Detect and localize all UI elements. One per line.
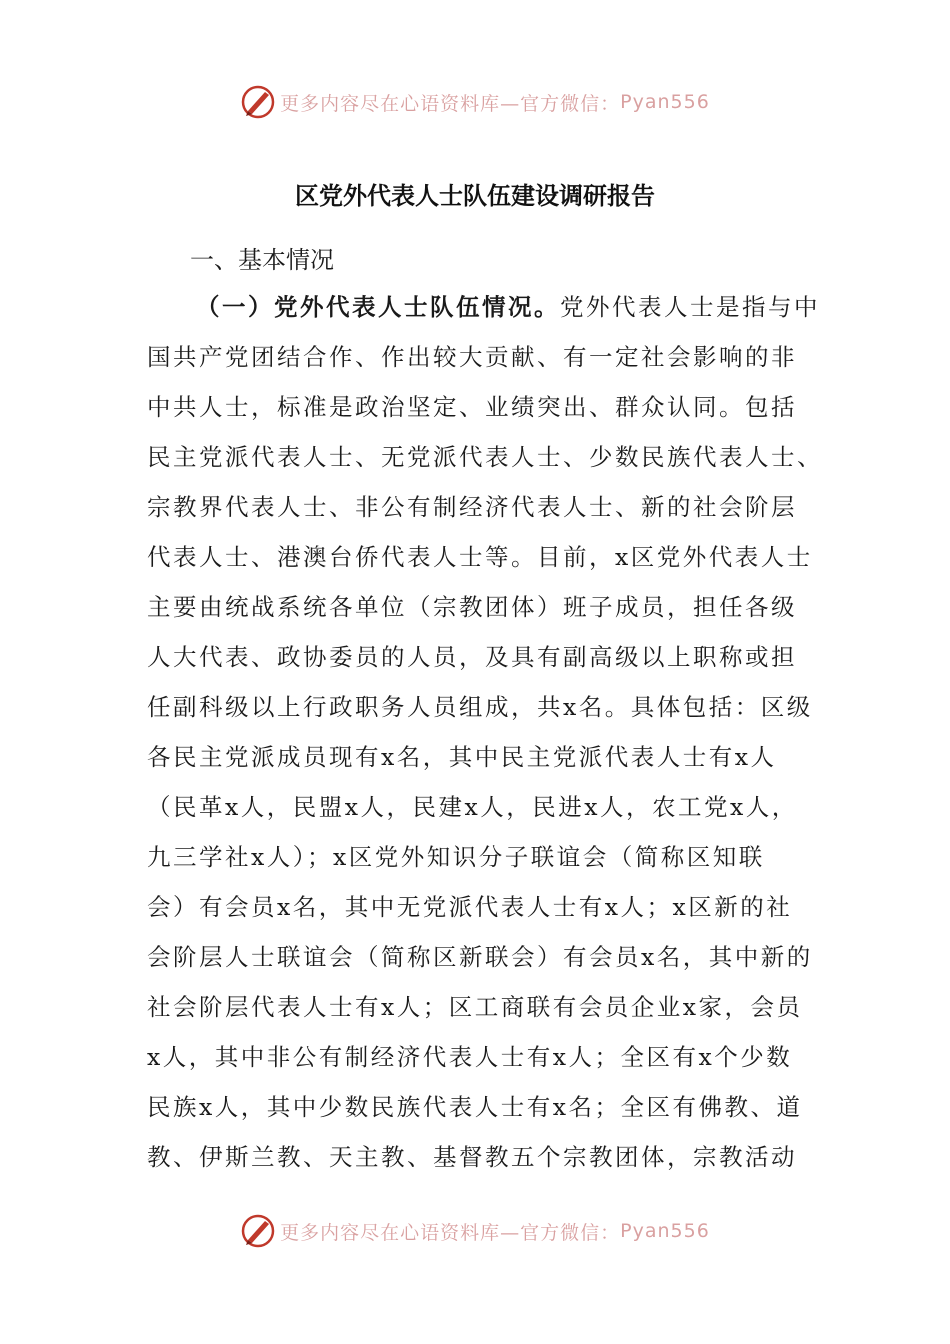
banner-wechat-id: Pyan556 bbox=[620, 91, 710, 113]
section-heading: 一、基本情况 bbox=[190, 246, 334, 274]
paragraph-line: 中共人士，标准是政治坚定、业绩突出、群众认同。包括 bbox=[147, 393, 797, 421]
paragraph-line: 会阶层人士联谊会（简称区新联会）有会员x名，其中新的 bbox=[147, 943, 813, 971]
paragraph-line: 民主党派代表人士、无党派代表人士、少数民族代表人士、 bbox=[147, 443, 823, 471]
paragraph-lead: （一）党外代表人士队伍情况。 bbox=[196, 293, 560, 321]
paragraph-line: 教、伊斯兰教、天主教、基督教五个宗教团体，宗教活动 bbox=[147, 1143, 797, 1171]
header-watermark-banner bbox=[0, 82, 950, 122]
paragraph-line: 国共产党团结合作、作出较大贡献、有一定社会影响的非 bbox=[147, 343, 797, 371]
paragraph-line: 代表人士、港澳台侨代表人士等。目前，x区党外代表人士 bbox=[147, 543, 813, 571]
banner-wechat-id: Pyan556 bbox=[620, 1220, 710, 1242]
paragraph-line: 民族x人，其中少数民族代表人士有x名；全区有佛教、道 bbox=[147, 1093, 803, 1121]
paragraph-line: 主要由统战系统各单位（宗教团体）班子成员，担任各级 bbox=[147, 593, 797, 621]
paragraph-line: 宗教界代表人士、非公有制经济代表人士、新的社会阶层 bbox=[147, 493, 797, 521]
document-title: 区党外代表人士队伍建设调研报告 bbox=[295, 182, 655, 210]
paragraph-line: （一）党外代表人士队伍情况。党外代表人士是指与中 bbox=[196, 293, 820, 321]
paragraph-line: 会）有会员x名，其中无党派代表人士有x人；x区新的社 bbox=[147, 893, 793, 921]
banner-text: 更多内容尽在心语资料库—官方微信： bbox=[280, 1221, 621, 1244]
paragraph-line: 人大代表、政协委员的人员，及具有副高级以上职称或担 bbox=[147, 643, 797, 671]
paragraph-line: 各民主党派成员现有x名，其中民主党派代表人士有x人 bbox=[147, 743, 777, 771]
paragraph-line: 任副科级以上行政职务人员组成，共x名。具体包括：区级 bbox=[147, 693, 813, 721]
paragraph-line: 社会阶层代表人士有x人；区工商联有会员企业x家，会员 bbox=[147, 993, 803, 1021]
paragraph-line: （民革x人，民盟x人，民建x人，民进x人，农工党x人， bbox=[147, 793, 798, 821]
pen-logo-icon bbox=[240, 1213, 276, 1249]
paragraph-line: x人，其中非公有制经济代表人士有x人；全区有x个少数 bbox=[147, 1043, 793, 1071]
banner-text: 更多内容尽在心语资料库—官方微信： bbox=[280, 92, 621, 115]
footer-watermark-banner bbox=[0, 1211, 950, 1251]
pen-logo-icon bbox=[240, 84, 276, 120]
paragraph-body bbox=[147, 282, 823, 1182]
paragraph-line: 九三学社x人）；x区党外知识分子联谊会（简称区知联 bbox=[147, 843, 765, 871]
